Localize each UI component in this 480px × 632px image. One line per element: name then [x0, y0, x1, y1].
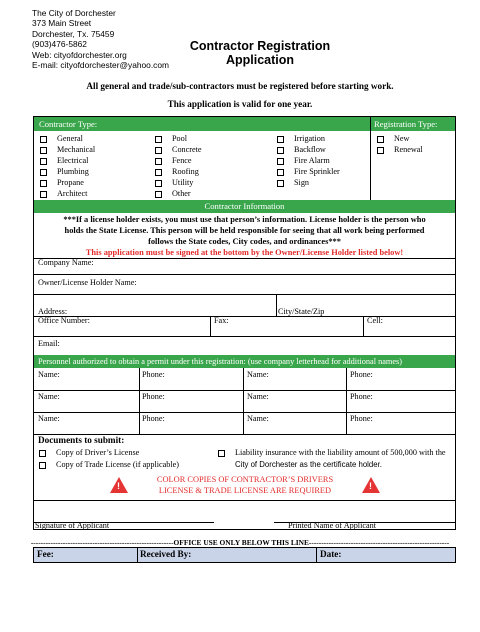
personnel-header: [34, 355, 455, 368]
registration-type-header: [371, 117, 455, 131]
personnel-name-field[interactable]: Name:: [247, 392, 269, 401]
checkbox-trade-license[interactable]: Copy of Trade License (if applicable): [39, 460, 179, 470]
divider: [139, 368, 140, 434]
city-state-zip-field[interactable]: City/State/Zip: [278, 307, 325, 316]
checkbox-architect[interactable]: Architect: [40, 189, 87, 199]
personnel-phone-field[interactable]: Phone:: [350, 370, 373, 379]
email-field[interactable]: Email:: [38, 339, 60, 348]
contractor-type-header: [34, 117, 370, 131]
contractor-type-heading: Contractor Type:: [39, 119, 98, 129]
address-line: The City of Dorchester: [32, 8, 116, 18]
checkbox-pool[interactable]: Pool: [155, 134, 187, 144]
fax-field[interactable]: Fax:: [214, 316, 229, 325]
printed-name-of-applicant-field[interactable]: Printed Name of Applicant: [288, 521, 376, 530]
note-line: follows the State codes, City codes, and ordinances***: [148, 237, 341, 246]
checkbox-sign[interactable]: Sign: [277, 178, 309, 188]
page-title: [178, 39, 342, 67]
checkbox-drivers-license[interactable]: Copy of Driver’s License: [39, 448, 139, 458]
divider: [34, 274, 455, 275]
checkbox-mechanical[interactable]: Mechanical: [40, 145, 95, 155]
personnel-name-field[interactable]: Name:: [247, 414, 269, 423]
checkbox-general[interactable]: General: [40, 134, 83, 144]
validity-notice: This application is valid for one year.: [167, 99, 313, 109]
documents-heading: Documents to submit:: [38, 435, 125, 445]
divider: [34, 390, 455, 391]
checkbox-renewal[interactable]: Renewal: [377, 145, 423, 155]
personnel-phone-field[interactable]: Phone:: [350, 414, 373, 423]
address-line: E-mail: cityofdorchester@yahoo.com: [32, 60, 169, 71]
contractor-info-heading: Contractor Information: [204, 201, 285, 211]
checkbox-utility[interactable]: Utility: [155, 178, 193, 188]
color-copies-warning: [134, 474, 356, 496]
registration-form: [33, 116, 456, 530]
checkbox-backflow[interactable]: Backflow: [277, 145, 326, 155]
divider: [34, 336, 455, 337]
divider: [276, 294, 277, 316]
warning-line: COLOR COPIES OF CONTRACTOR’S DRIVERS: [156, 475, 334, 484]
office-use-divider: ----------------------------------------------------------OFFICE USE ONLY BELOW THIS LINE---------------------------------------------------------: [30, 538, 450, 547]
address-line: Web: cityofdorchester.org: [32, 49, 127, 60]
address-line: 373 Main Street: [32, 18, 92, 29]
checkbox-fire-alarm[interactable]: Fire Alarm: [277, 156, 330, 166]
divider: [346, 368, 347, 434]
personnel-name-field[interactable]: Name:: [38, 414, 60, 423]
address-line: (903)476-5862: [32, 39, 87, 50]
personnel-phone-field[interactable]: Phone:: [350, 392, 373, 401]
warning-icon: !: [110, 477, 128, 493]
personnel-name-field[interactable]: Name:: [38, 370, 60, 379]
registration-notice: All general and trade/sub-contractors must be registered before starting work.: [86, 81, 394, 91]
checkbox-liability-insurance[interactable]: Liability insurance with the liability amount of 500,000 with the: [218, 448, 446, 458]
checkbox-plumbing[interactable]: Plumbing: [40, 167, 89, 177]
checkbox-roofing[interactable]: Roofing: [155, 167, 199, 177]
received-by-field[interactable]: Received By:: [140, 549, 192, 559]
registration-type-heading: Registration Type:: [374, 119, 438, 129]
liability-insurance-note: City of Dorchester as the certificate holder.: [235, 460, 382, 469]
divider: [370, 117, 371, 200]
signature-warning: This application must be signed at the bottom by the Owner/License Holder listed below!: [85, 248, 404, 257]
divider: [210, 316, 211, 336]
divider: [34, 316, 455, 317]
note-line: holds the State License. This person will be held responsible for seeing that all work being performed: [64, 226, 425, 235]
divider: [363, 316, 364, 336]
personnel-heading: Personnel authorized to obtain a permit under this registration: (use company letterhead for additional names): [38, 357, 403, 366]
divider: [316, 548, 317, 562]
checkbox-other[interactable]: Other: [155, 189, 191, 199]
checkbox-propane[interactable]: Propane: [40, 178, 84, 188]
date-field[interactable]: Date:: [320, 549, 342, 559]
checkbox-fire-sprinkler[interactable]: Fire Sprinkler: [277, 167, 340, 177]
note-line: ***If a license holder exists, you must use that person’s information. License holder is the person who: [63, 215, 426, 224]
city-address-block: [32, 8, 169, 70]
personnel-phone-field[interactable]: Phone:: [142, 370, 165, 379]
address-line: Dorchester, Tx. 75459: [32, 28, 115, 39]
divider: [34, 412, 455, 413]
warning-line: LICENSE & TRADE LICENSE ARE REQUIRED: [158, 486, 332, 495]
office-number-field[interactable]: Office Number:: [38, 316, 90, 325]
warning-icon: !: [362, 477, 380, 493]
personnel-phone-field[interactable]: Phone:: [142, 392, 165, 401]
personnel-name-field[interactable]: Name:: [38, 392, 60, 401]
divider: [34, 258, 455, 259]
office-use-row: [33, 547, 456, 563]
cell-field[interactable]: Cell:: [367, 316, 383, 325]
license-holder-note: [34, 214, 455, 258]
owner-name-field[interactable]: Owner/License Holder Name:: [38, 278, 137, 287]
personnel-phone-field[interactable]: Phone:: [142, 414, 165, 423]
company-name-field[interactable]: Company Name:: [38, 258, 94, 267]
divider: [243, 368, 244, 434]
checkbox-concrete[interactable]: Concrete: [155, 145, 202, 155]
fee-field[interactable]: Fee:: [37, 549, 54, 559]
signature-of-applicant-field[interactable]: Signature of Applicant: [35, 521, 110, 530]
checkbox-new[interactable]: New: [377, 134, 409, 144]
checkbox-irrigation[interactable]: Irrigation: [277, 134, 325, 144]
address-field[interactable]: Address:: [38, 307, 68, 316]
contractor-info-header: [34, 200, 455, 213]
checkbox-fence[interactable]: Fence: [155, 156, 192, 166]
divider: [34, 500, 455, 501]
checkbox-electrical[interactable]: Electrical: [40, 156, 88, 166]
title-line-2: Application: [225, 53, 295, 67]
divider: [137, 548, 138, 562]
title-line-1: Contractor Registration: [189, 39, 331, 53]
personnel-name-field[interactable]: Name:: [247, 370, 269, 379]
divider: [34, 294, 455, 295]
